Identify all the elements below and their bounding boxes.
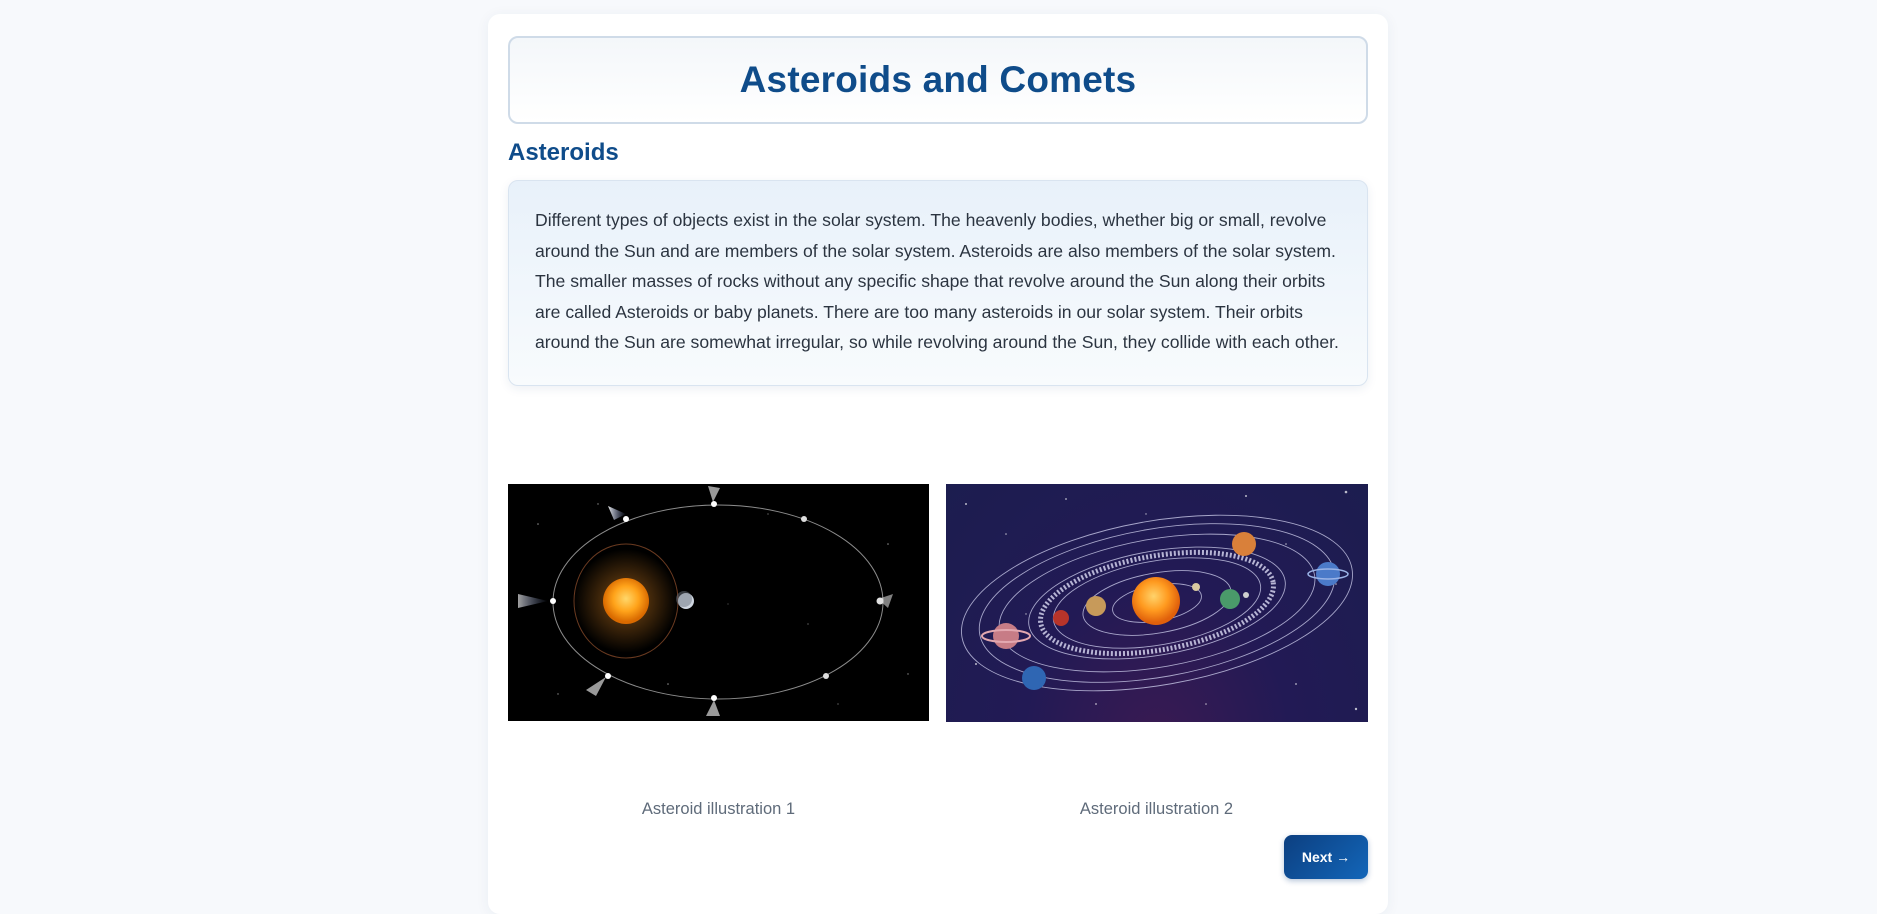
illustration-caption-1: Asteroid illustration 1 (641, 800, 796, 818)
lesson-card (488, 14, 1388, 914)
title-banner (508, 36, 1368, 124)
asteroid-illustration-1 (508, 484, 929, 721)
next-button[interactable]: Next → (1284, 835, 1368, 879)
content-box (508, 180, 1368, 386)
section-heading: Asteroids (508, 139, 619, 166)
illustration-caption-2: Asteroid illustration 2 (1079, 800, 1234, 818)
asteroid-illustration-2 (946, 484, 1368, 722)
section-paragraph: Different types of objects exist in the solar system. The heavenly bodies, whether big or small, revolve around the Sun and are members of the solar system. Asteroids are also members of the solar system. The smaller masses of rocks without any specific shape that revolve around the Sun along their orbits are called Asteroids or baby planets. There are too many asteroids in our solar system. Their orbits around the Sun are somewhat irregular, so while revolving around the Sun, they collide with each other. (535, 210, 1339, 353)
page-title: Asteroids and Comets (739, 59, 1137, 100)
